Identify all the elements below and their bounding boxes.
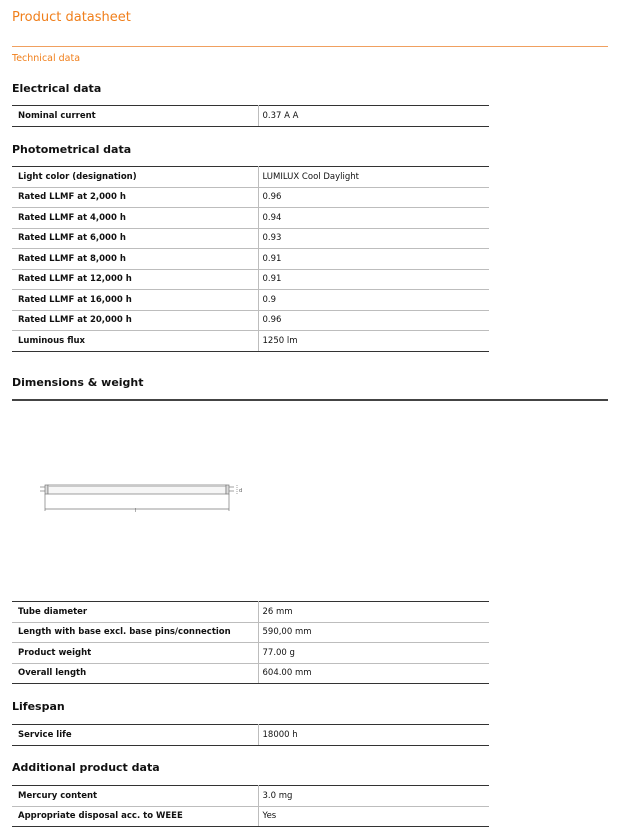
table-row (12, 106, 489, 127)
electrical-table (12, 105, 489, 127)
dimensions-heading: Dimensions & weight (12, 376, 144, 389)
table-row (12, 786, 489, 807)
diameter-label: d (239, 488, 243, 494)
lifespan-heading: Lifespan (12, 700, 65, 713)
table-row (12, 290, 489, 311)
spec-label: Rated LLMF at 20,000 h (12, 310, 258, 331)
header-rule (12, 46, 608, 47)
spec-value: 0.91 (258, 269, 489, 290)
spec-value: 0.37 A A (258, 106, 489, 127)
additional-heading: Additional product data (12, 761, 160, 774)
length-label: l (135, 508, 137, 514)
photometrical-heading: Photometrical data (12, 143, 132, 156)
table-row (12, 331, 489, 352)
spec-label: Product weight (12, 643, 258, 664)
spec-label: Appropriate disposal acc. to WEEE (12, 806, 258, 827)
left-cap (45, 485, 48, 494)
table-row (12, 208, 489, 229)
table-row (12, 602, 489, 623)
tube-dimension-drawing (38, 478, 248, 518)
table-row (12, 167, 489, 188)
table-row (12, 187, 489, 208)
table-row (12, 269, 489, 290)
dimensions-rule (12, 399, 608, 401)
spec-label: Luminous flux (12, 331, 258, 352)
spec-label: Overall length (12, 663, 258, 684)
spec-label: Tube diameter (12, 602, 258, 623)
table-row (12, 249, 489, 270)
spec-value: 0.9 (258, 290, 489, 311)
spec-label: Rated LLMF at 12,000 h (12, 269, 258, 290)
spec-value: Yes (258, 806, 489, 827)
spec-value: 0.96 (258, 310, 489, 331)
spec-value: 0.91 (258, 249, 489, 270)
page-title: Product datasheet (12, 10, 131, 25)
spec-label: Service life (12, 725, 258, 746)
spec-label: Light color (designation) (12, 167, 258, 188)
section-subtitle: Technical data (12, 53, 81, 64)
spec-label: Rated LLMF at 16,000 h (12, 290, 258, 311)
table-row (12, 663, 489, 684)
table-row (12, 806, 489, 827)
spec-value: 0.96 (258, 187, 489, 208)
table-row (12, 310, 489, 331)
spec-label: Rated LLMF at 4,000 h (12, 208, 258, 229)
spec-label: Nominal current (12, 106, 258, 127)
spec-value: 18000 h (258, 725, 489, 746)
spec-value: 604.00 mm (258, 663, 489, 684)
spec-value: 0.94 (258, 208, 489, 229)
spec-label: Rated LLMF at 2,000 h (12, 187, 258, 208)
right-cap (226, 485, 229, 494)
dimensions-table (12, 601, 489, 684)
spec-value: 590,00 mm (258, 622, 489, 643)
spec-label: Rated LLMF at 6,000 h (12, 228, 258, 249)
table-row (12, 622, 489, 643)
spec-value: 77.00 g (258, 643, 489, 664)
spec-label: Rated LLMF at 8,000 h (12, 249, 258, 270)
spec-value: 0.93 (258, 228, 489, 249)
spec-value: 3.0 mg (258, 786, 489, 807)
electrical-heading: Electrical data (12, 82, 102, 95)
table-row (12, 643, 489, 664)
spec-value: 26 mm (258, 602, 489, 623)
table-row (12, 725, 489, 746)
spec-value: LUMILUX Cool Daylight (258, 167, 489, 188)
spec-label: Length with base excl. base pins/connection (12, 622, 258, 643)
table-row (12, 228, 489, 249)
spec-value: 1250 lm (258, 331, 489, 352)
photometrical-table (12, 166, 489, 352)
additional-table (12, 785, 489, 827)
lifespan-table (12, 724, 489, 746)
spec-label: Mercury content (12, 786, 258, 807)
